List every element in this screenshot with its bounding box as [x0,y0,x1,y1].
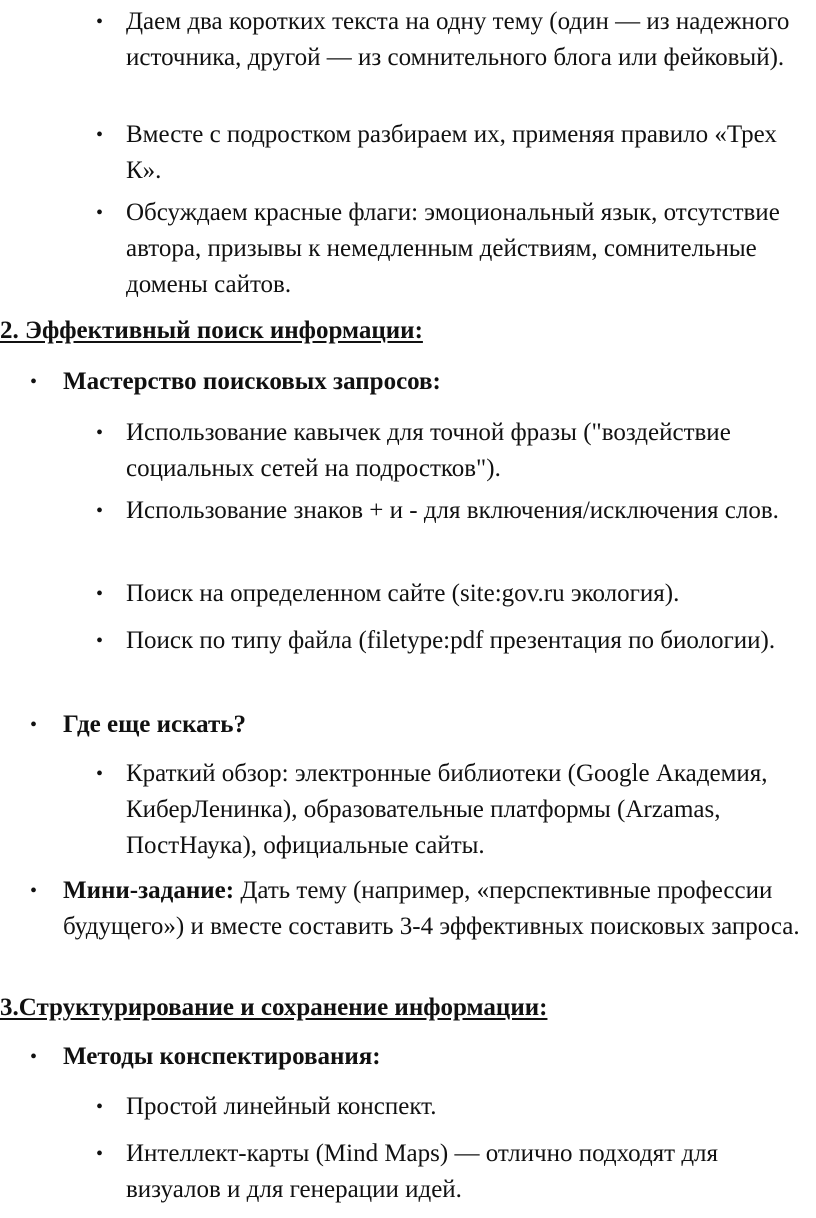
list-item-text: Краткий обзор: электронные библиотеки (Google Академия, КиберЛенинка), образовательные платформы (Arzamas, ПостНаука), официальные сайты. [126,760,768,859]
mini-task-text: Дать тему (например, «перспективные профессии будущего») и вместе составить 3-4 эффективных поисковых запроса. [63,877,800,940]
section-3-heading: 3.Структурирование и сохранение информации: [0,994,548,1021]
bullet-icon: • [30,714,38,736]
bullet-icon: • [96,583,104,605]
list-item [96,4,812,76]
list-item [96,576,812,612]
subsection-mastery [30,364,803,400]
list-item-text: Вместе с подростком разбираем их, применяя правило «Трех К». [126,121,777,184]
subsection-title: Где еще искать? [63,711,246,738]
list-item-text: Обсуждаем красные флаги: эмоциональный язык, отсутствие автора, призывы к немедленным действиям, сомнительные домены сайтов. [126,199,780,298]
bullet-icon: • [96,1143,104,1165]
list-item-text: Простой линейный конспект. [126,1093,437,1120]
list-item [96,493,812,529]
subsection-where [30,707,803,743]
list-item [96,117,812,189]
subsection-title: Методы конспектирования: [63,1043,381,1070]
bullet-icon: • [96,11,104,33]
list-item [96,623,812,659]
subsection-methods [30,1039,803,1075]
list-item [96,415,812,487]
bullet-icon: • [30,371,38,393]
mini-task [30,873,803,945]
bullet-icon: • [96,630,104,652]
list-item [96,195,812,303]
section-2-heading: 2. Эффективный поиск информации: [0,317,423,344]
list-item-text: Использование кавычек для точной фразы ("воздействие социальных сетей на подростков"). [126,419,731,482]
bullet-icon: • [30,1046,38,1068]
bullet-icon: • [30,880,38,902]
list-item [96,756,812,864]
bullet-icon: • [96,763,104,785]
list-item-text: Интеллект-карты (Mind Maps) — отлично подходят для визуалов и для генерации идей. [126,1140,719,1203]
bullet-icon: • [96,124,104,146]
list-item-text: Поиск по типу файла (filetype:pdf презентация по биологии). [126,627,776,654]
bullet-icon: • [96,500,104,522]
bullet-icon: • [96,1096,104,1118]
list-item-text: Использование знаков + и - для включения/исключения слов. [126,497,779,524]
mini-task-label: Мини-задание: [63,877,235,904]
list-item [96,1136,812,1208]
list-item-text: Поиск на определенном сайте (site:gov.ru экология). [126,580,680,607]
bullet-icon: • [96,202,104,224]
list-item-text: Даем два коротких текста на одну тему (один — из надежного источника, другой — из сомнительного блога или фейковый). [126,8,790,71]
bullet-icon: • [96,422,104,444]
subsection-title: Мастерство поисковых запросов: [63,368,441,395]
list-item [96,1089,812,1125]
